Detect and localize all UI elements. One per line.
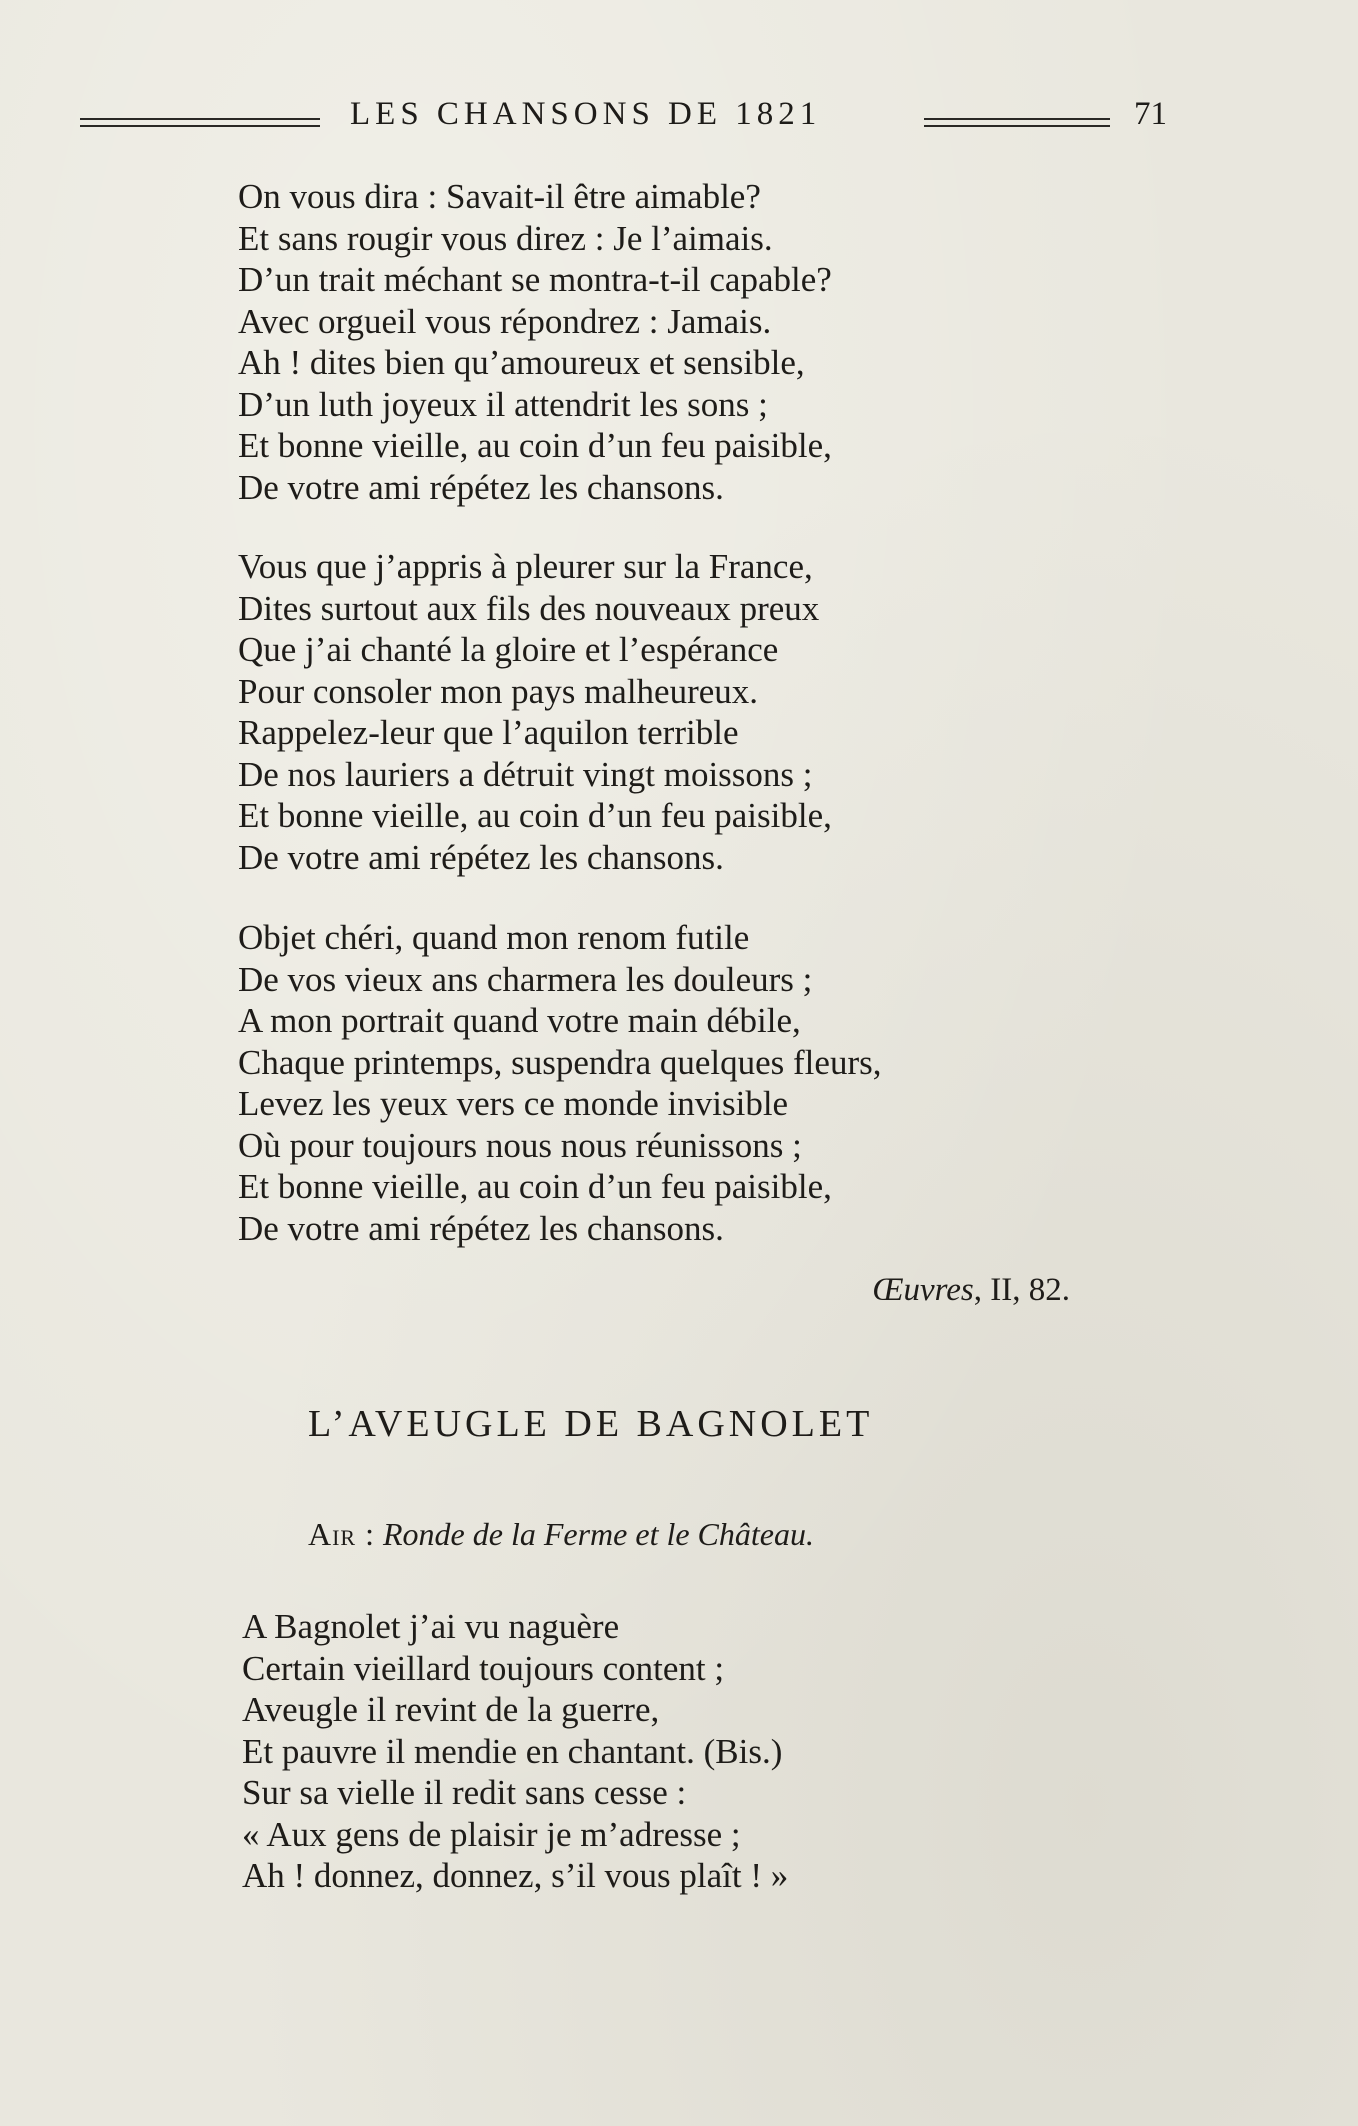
running-header xyxy=(80,96,1180,146)
verse-line: Certain vieillard toujours content ; xyxy=(242,1648,725,1688)
stanza-1 xyxy=(238,176,832,508)
page-number: 71 xyxy=(1134,96,1167,132)
verse-line: Et sans rougir vous direz : Je l’aimais. xyxy=(238,218,773,258)
verse-line: Et pauvre il mendie en chantant. (Bis.) xyxy=(242,1731,783,1771)
verse-line: Objet chéri, quand mon renom futile xyxy=(238,918,750,957)
verse-line: « Aux gens de plaisir je m’adresse ; xyxy=(242,1814,741,1854)
verse-line: On vous dira : Savait-il être aimable? xyxy=(238,177,761,216)
attribution-reference: , II, 82. xyxy=(973,1272,1070,1308)
air-tune-name: Ronde de la Ferme et le Château. xyxy=(383,1516,814,1552)
header-rule-left xyxy=(80,118,320,120)
verse-line: Et bonne vieille, au coin d’un feu paisible, xyxy=(238,796,832,835)
song-title: L’AVEUGLE DE BAGNOLET xyxy=(308,1403,874,1445)
verse-line: Sur sa vielle il redit sans cesse : xyxy=(242,1773,687,1812)
air-indication xyxy=(308,1516,814,1553)
verse-line: De votre ami répétez les chansons. xyxy=(238,1208,724,1248)
verse-line: Que j’ai chanté la gloire et l’espérance xyxy=(238,630,779,669)
song-first-stanza xyxy=(242,1606,788,1897)
verse-line: A mon portrait quand votre main débile, xyxy=(238,1001,801,1040)
verse-line: Aveugle il revint de la guerre, xyxy=(242,1690,660,1729)
verse-line: De votre ami répétez les chansons. xyxy=(238,467,724,507)
verse-line: Ah ! donnez, donnez, s’il vous plaît ! » xyxy=(242,1856,789,1895)
verse-line: De votre ami répétez les chansons. xyxy=(238,837,724,877)
stanza-2 xyxy=(238,546,832,878)
stanza-3 xyxy=(238,917,881,1249)
air-label: Air : xyxy=(308,1516,375,1552)
verse-line: Chaque printemps, suspendra quelques fleurs, xyxy=(238,1042,882,1082)
verse-line: De vos vieux ans charmera les douleurs ; xyxy=(238,959,813,999)
verse-line: Et bonne vieille, au coin d’un feu paisible, xyxy=(238,426,832,465)
running-title: LES CHANSONS DE 1821 xyxy=(350,96,822,132)
verse-line: A Bagnolet j’ai vu naguère xyxy=(242,1607,620,1646)
verse-line: D’un trait méchant se montra-t-il capable? xyxy=(238,260,832,299)
verse-line: Pour consoler mon pays malheureux. xyxy=(238,671,759,711)
verse-line: De nos lauriers a détruit vingt moissons ; xyxy=(238,754,813,794)
header-rule-right xyxy=(924,118,1110,120)
verse-line: Ah ! dites bien qu’amoureux et sensible, xyxy=(238,343,805,382)
verse-line: Où pour toujours nous nous réunissons ; xyxy=(238,1125,802,1165)
verse-line: Avec orgueil vous répondrez : Jamais. xyxy=(238,301,772,341)
verse-line: Dites surtout aux fils des nouveaux preux xyxy=(238,588,820,628)
verse-line: Vous que j’appris à pleurer sur la France, xyxy=(238,547,813,586)
source-attribution xyxy=(872,1272,1070,1309)
attribution-work-title: Œuvres xyxy=(872,1272,974,1308)
verse-line: Levez les yeux vers ce monde invisible xyxy=(238,1084,789,1123)
verse-line: Et bonne vieille, au coin d’un feu paisible, xyxy=(238,1167,832,1206)
verse-line: Rappelez-leur que l’aquilon terrible xyxy=(238,713,739,752)
verse-line: D’un luth joyeux il attendrit les sons ; xyxy=(238,384,768,424)
